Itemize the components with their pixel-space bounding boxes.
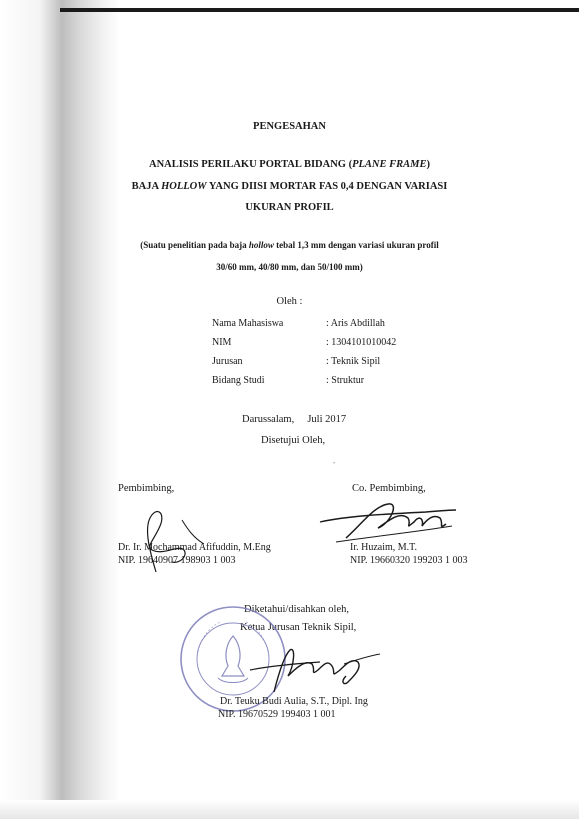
subtitle-line-2: 30/60 mm, 40/80 mm, dan 50/100 mm) xyxy=(216,262,363,272)
subtitle-line-1 xyxy=(0,240,579,250)
title-line-3: UKURAN PROFIL xyxy=(245,202,334,213)
info-label-nim: NIM xyxy=(212,337,232,348)
scan-bottom-edge xyxy=(0,800,579,819)
info-label-bidang: Bidang Studi xyxy=(212,375,265,386)
scan-speck: • xyxy=(333,461,336,467)
subtitle-text: (Suatu penelitian pada baja xyxy=(140,240,249,250)
info-label-name: Nama Mahasiswa xyxy=(212,318,284,329)
title-text: ) xyxy=(426,159,430,170)
top-border-line xyxy=(60,8,579,12)
info-label-jurusan: Jurusan xyxy=(212,356,243,367)
info-value-bidang: : Struktur xyxy=(326,375,365,386)
title-text: BAJA xyxy=(131,181,162,192)
title-line-1 xyxy=(0,159,579,170)
subtitle-text: tebal 1,3 mm dengan variasi ukuran profil xyxy=(273,240,439,250)
place-date: Darussalam, Juli 2017 xyxy=(242,414,347,425)
acknowledged-label: Diketahui/disahkan oleh, xyxy=(244,604,349,615)
department-head-nip: NIP. 19670529 199403 1 001 xyxy=(218,709,336,720)
approved-label: Disetujui Oleh, xyxy=(261,435,326,446)
title-italic: HOLLOW xyxy=(161,181,207,192)
info-value-jurusan: : Teknik Sipil xyxy=(326,356,381,367)
department-head-role: Ketua Jurusan Teknik Sipil, xyxy=(240,622,357,633)
subtitle-italic: hollow xyxy=(248,240,274,250)
info-value-name: : Aris Abdillah xyxy=(326,318,385,329)
department-head-signature xyxy=(240,636,390,696)
advisor1-name: Dr. Ir. Mochammad Afifuddin, M.Eng xyxy=(118,542,271,553)
advisor1-role: Pembimbing, xyxy=(118,483,175,494)
oleh-label: Oleh : xyxy=(276,296,303,307)
advisor1-signature xyxy=(134,500,224,578)
title-text: ANALISIS PERILAKU PORTAL BIDANG ( xyxy=(149,159,353,170)
title-text: YANG DIISI MORTAR FAS 0,4 DENGAN VARIASI xyxy=(206,181,448,192)
advisor2-role: Co. Pembimbing, xyxy=(352,483,426,494)
page-heading: PENGESAHAN xyxy=(253,121,326,132)
department-head-name: Dr. Teuku Budi Aulia, S.T., Dipl. Ing xyxy=(220,696,368,707)
advisor2-name: Ir. Huzaim, M.T. xyxy=(350,542,418,553)
advisor2-nip: NIP. 19660320 199203 1 003 xyxy=(350,555,468,566)
info-value-nim: : 1304101010042 xyxy=(326,337,397,348)
advisor1-nip: NIP. 19640907 198903 1 003 xyxy=(118,555,236,566)
advisor2-signature xyxy=(316,496,466,546)
title-italic: PLANE FRAME xyxy=(352,159,427,170)
title-line-2 xyxy=(0,181,579,192)
